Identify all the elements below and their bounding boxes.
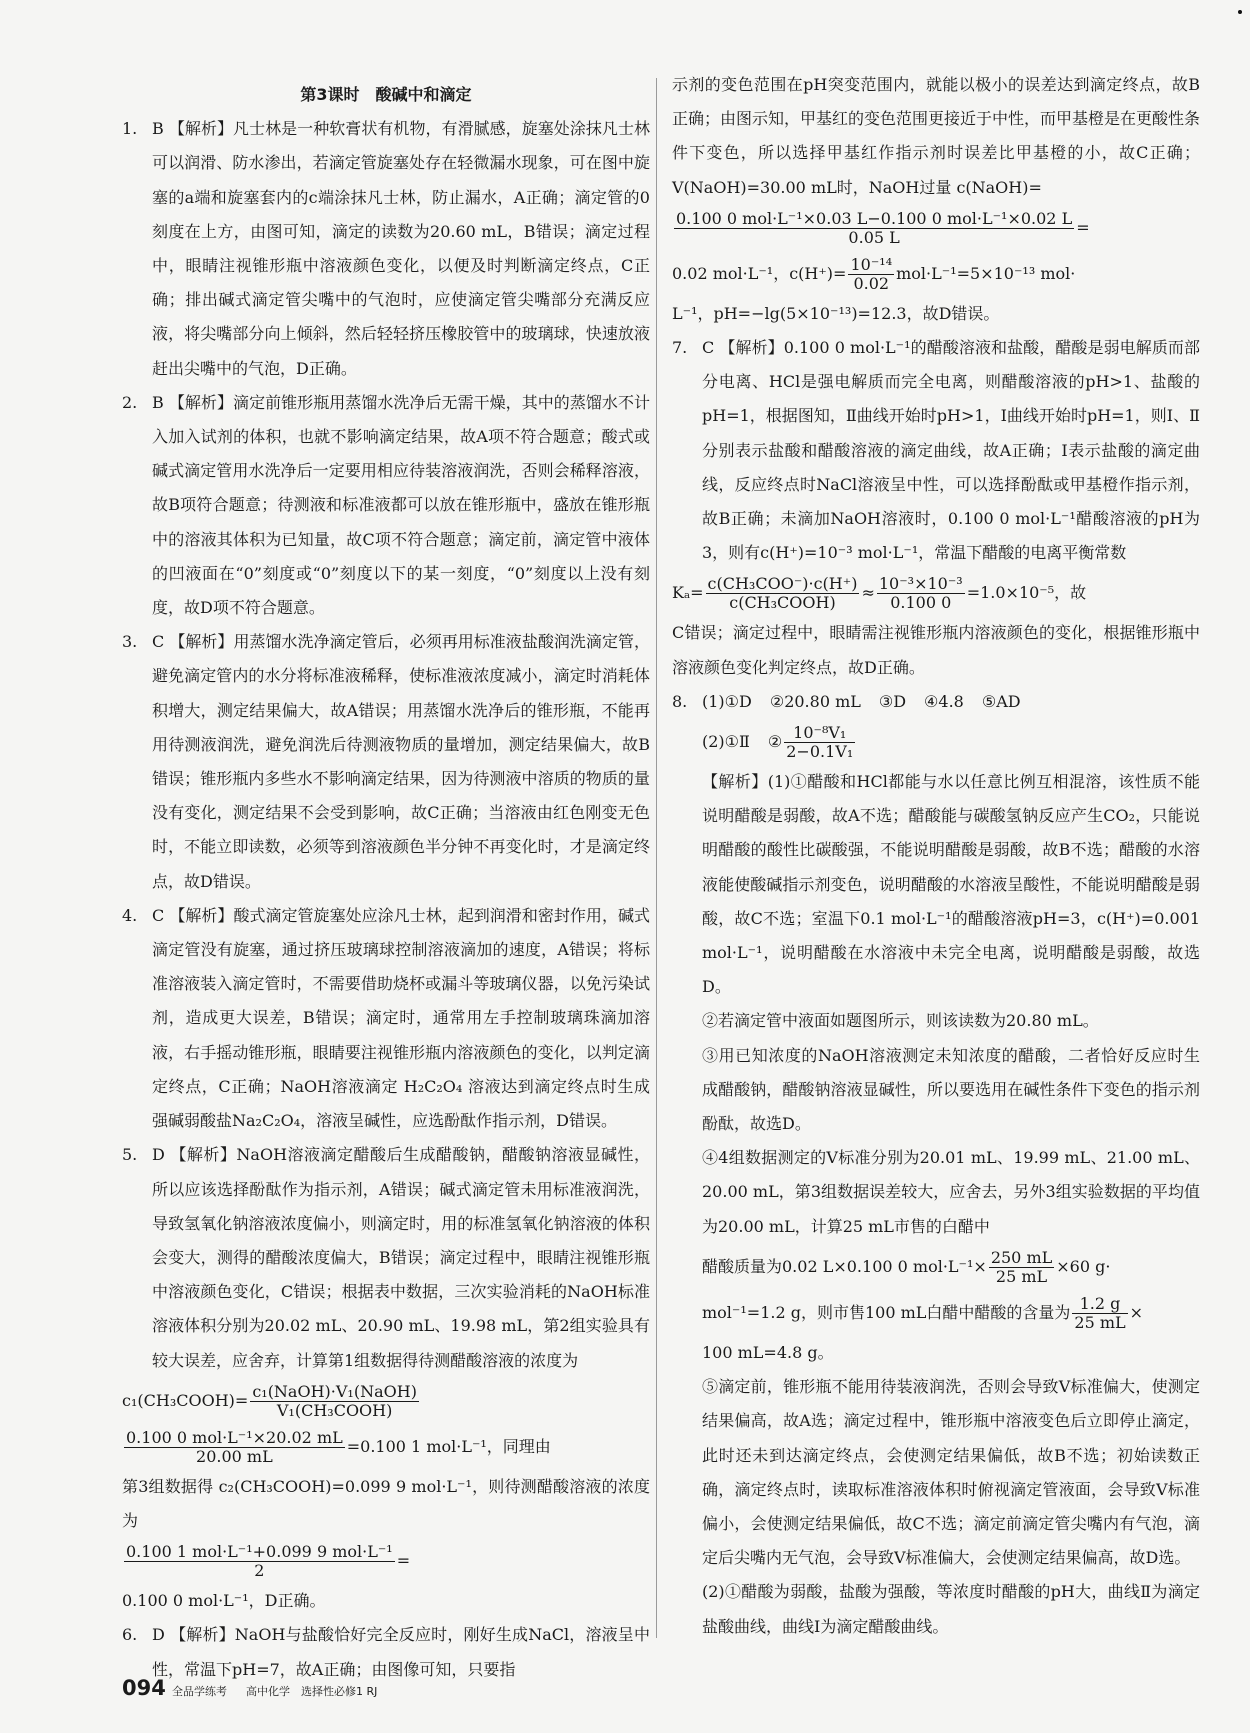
analysis-2: ②若滴定管中液面如题图所示，则该读数为20.80 mL。 bbox=[702, 1011, 1099, 1031]
answer-part: (2)①Ⅱ bbox=[702, 732, 750, 752]
fraction bbox=[706, 575, 860, 612]
question-number: 8. bbox=[672, 691, 688, 711]
fraction-numerator: 10⁻³×10⁻³ bbox=[878, 574, 963, 594]
fraction-denominator: 20.00 mL bbox=[196, 1446, 273, 1466]
fraction-denominator: c(CH₃COOH) bbox=[729, 593, 836, 613]
fraction-denominator: 2−0.1V₁ bbox=[786, 742, 854, 762]
equation-rhs: mol·L⁻¹=5×10⁻¹³ mol· bbox=[896, 263, 1076, 283]
equation-lhs: Kₐ= bbox=[672, 583, 704, 603]
fraction-denominator: 25 mL bbox=[1074, 1312, 1126, 1332]
column-divider bbox=[656, 78, 657, 1638]
fraction-numerator: c₁(NaOH)·V₁(NaOH) bbox=[252, 1381, 417, 1401]
question-number: 3. bbox=[122, 632, 138, 652]
answer-part: ⑤AD bbox=[981, 691, 1021, 711]
question-number: 5. bbox=[122, 1145, 138, 1165]
question-number: 1. bbox=[122, 119, 138, 139]
fraction bbox=[784, 724, 855, 761]
fraction-numerator: 0.100 0 mol·L⁻¹×20.02 mL bbox=[126, 1427, 343, 1447]
fraction-denominator: 0.100 0 bbox=[890, 593, 952, 613]
answer-part: ③D bbox=[878, 691, 907, 711]
answer-text: C 【解析】酸式滴定管旋塞处应涂凡士林，起到润滑和密封作用，碱式滴定管没有旋塞，通过挤压玻璃球控制溶液滴加的速度，A错误；将标准溶液装入滴定管时，不需要借助烧杯或漏斗等玻璃仪器，以免污染试剂，造成更大误差，B错误；滴定时，通常用左手控制玻璃珠滴加溶液，右手摇动锥形瓶，眼睛要注视锥形瓶内溶液颜色的变化，以判定滴定终点，C正确；NaOH溶液滴定 H₂C₂O₄ 溶液达到滴定终点时生成强碱弱酸盐Na₂C₂O₄，溶液呈碱性，应选酚酞作指示剂，D错误。 bbox=[152, 905, 650, 1131]
fraction bbox=[1072, 1295, 1127, 1332]
equation-mass bbox=[702, 1244, 1200, 1290]
equation-content bbox=[702, 1290, 1200, 1336]
fraction bbox=[877, 575, 965, 612]
equation-naoh-excess bbox=[672, 205, 1200, 251]
question-number: 7. bbox=[672, 338, 688, 358]
question-7 bbox=[672, 331, 1200, 570]
question-4 bbox=[122, 899, 650, 1138]
answer-text: D 【解析】NaOH溶液滴定醋酸后生成醋酸钠，醋酸钠溶液显碱性，所以应该选择酚酞作为指示剂，A错误；碱式滴定管未用标准液润洗，导致氢氧化钠溶液浓度偏小，则滴定时，用的标准氢氧化钠溶液的体积会变大，测得的醋酸浓度偏大，B错误；滴定过程中，眼睛注视锥形瓶中溶液颜色变化，C错误；根据表中数据，三次实验消耗的NaOH标准溶液体积分别为20.02 mL、20.90 mL、19.98 mL，第2组实验具有较大误差，应舍弃，计算第1组数据得待测醋酸溶液的浓度为 bbox=[152, 1145, 650, 1370]
corner-dot bbox=[1238, 10, 1242, 14]
approx-sign: ≈ bbox=[861, 583, 875, 603]
answer-text-end: L⁻¹，pH=−lg(5×10⁻¹³)=12.3，故D错误。 bbox=[672, 303, 1000, 323]
question-2 bbox=[122, 386, 650, 625]
question-1 bbox=[122, 112, 650, 386]
fraction-denominator: V₁(CH₃COOH) bbox=[276, 1400, 393, 1420]
fraction bbox=[124, 1429, 345, 1466]
fraction-numerator: 250 mL bbox=[990, 1247, 1053, 1267]
analysis-4-end: 100 mL=4.8 g。 bbox=[702, 1342, 834, 1362]
fraction-numerator: 0.100 0 mol·L⁻¹×0.03 L−0.100 0 mol·L⁻¹×0.02 L bbox=[676, 208, 1073, 228]
book-meta: 高中化学 选择性必修1 RJ bbox=[246, 1685, 378, 1698]
question-6 bbox=[122, 1618, 650, 1686]
equation-rhs: ×60 g· bbox=[1056, 1256, 1111, 1276]
equation-lhs: c₁(CH₃COOH)= bbox=[122, 1390, 249, 1410]
question-number: 4. bbox=[122, 905, 138, 925]
analysis-6: (2)①醋酸为弱酸，盐酸为强酸，等浓度时醋酸的pH大，曲线Ⅱ为滴定盐酸曲线，曲线Ⅰ为滴定醋酸曲线。 bbox=[702, 1582, 1200, 1636]
equation-lhs: 醋酸质量为0.02 L×0.100 0 mol·L⁻¹× bbox=[702, 1256, 987, 1276]
answer-text: C 【解析】0.100 0 mol·L⁻¹的醋酸溶液和盐酸，醋酸是弱电解质而部分电离、HCl是强电解质而完全电离，则醋酸溶液的pH>1、盐酸的pH=1，根据图知，Ⅱ曲线开始时pH>1，Ⅰ曲线开始时pH=1，则Ⅰ、Ⅱ分别表示盐酸和醋酸溶液的滴定曲线，故A正确；Ⅰ表示盐酸的滴定曲线，反应终点时NaCl溶液呈中性，可以选择酚酞或甲基橙作指示剂，故B正确；未滴加NaOH溶液时，0.100 0 mol·L⁻¹醋酸溶液的pH为3，则有c(H⁺)=10⁻³ mol·L⁻¹，常温下醋酸的电离平衡常数 bbox=[702, 338, 1200, 563]
left-column bbox=[122, 78, 650, 1687]
fraction-denominator: 0.02 bbox=[853, 273, 890, 293]
answer-line-1 bbox=[702, 685, 1200, 719]
page-number: 094 bbox=[122, 1676, 166, 1700]
right-column bbox=[672, 68, 1200, 1644]
equation-ka bbox=[672, 570, 1200, 616]
section-title: 第3课时 酸碱中和滴定 bbox=[300, 85, 472, 104]
equation-h-plus bbox=[672, 251, 1200, 297]
answer-text: B 【解析】滴定前锥形瓶用蒸馏水洗净后无需干燥，其中的蒸馏水不计入加入试剂的体积，也就不影响滴定结果，故A项不符合题意；酸式或碱式滴定管用水洗净后一定要用相应待装溶液润洗，否则会稀释溶液，故B项符合题意；待测液和标准液都可以放在锥形瓶中，盛放在锥形瓶中的溶液其体积为已知量，故C项不符合题意；滴定前，滴定管中液体的凹液面在“0”刻度或“0”刻度以下的某一刻度，“0”刻度以上没有刻度，故D项不符合题意。 bbox=[152, 392, 650, 618]
equation-rhs: = bbox=[1076, 217, 1090, 237]
fraction-numerator: 0.100 1 mol·L⁻¹+0.099 9 mol·L⁻¹ bbox=[126, 1542, 393, 1562]
question-8 bbox=[672, 685, 1200, 1644]
equation-rhs: =0.100 1 mol·L⁻¹，同理由 bbox=[346, 1436, 551, 1456]
question-5 bbox=[122, 1138, 650, 1377]
fraction-denominator: 0.05 L bbox=[848, 227, 900, 247]
fraction bbox=[989, 1249, 1054, 1286]
question-number: 6. bbox=[122, 1625, 138, 1645]
answer-text-end: C错误；滴定过程中，眼睛需注视锥形瓶内溶液颜色的变化，根据锥形瓶中溶液颜色变化判定终点，故D正确。 bbox=[672, 623, 1200, 677]
equation-rhs: = bbox=[396, 1551, 411, 1571]
answer-line-2 bbox=[702, 719, 1200, 765]
equation-rhs: =1.0×10⁻⁵，故 bbox=[966, 583, 1087, 603]
analysis-5: ⑤滴定前，锥形瓶不能用待装液润洗，否则会导致V标准偏大，使测定结果偏高，故A选；滴定过程中，锥形瓶中溶液变色后立即停止滴定，此时还未到达滴定终点，会使测定结果偏低，故B不选；初始读数正确，滴定终点时，读取标准溶液体积时俯视滴定管液面，会导致V标准偏小，会使测定结果偏低，故C不选；滴定前滴定管尖嘴内有气泡，滴定后尖嘴内无气泡，会导致V标准偏大，会使测定结果偏高，故D选。 bbox=[702, 1377, 1200, 1568]
analysis-4: ④4组数据测定的V标准分别为20.01 mL、19.99 mL、21.00 mL、20.00 mL，第3组数据误差较大，应舍去，另外3组实验数据的平均值为20.00 mL，计算25 mL市售的白醋中 bbox=[702, 1148, 1200, 1236]
fraction-denominator: 25 mL bbox=[995, 1266, 1048, 1286]
equation-lhs: mol⁻¹=1.2 g，则市售100 mL白醋中醋酸的含量为 bbox=[702, 1302, 1071, 1322]
analysis-1: 【解析】(1)①醋酸和HCl都能与水以任意比例互相混溶，该性质不能说明醋酸是弱酸，故A不选；醋酸能与碳酸氢钠反应产生CO₂，只能说明醋酸的酸性比碳酸强，不能说明醋酸是弱酸，故B不选；醋酸的水溶液能使酸碱指示剂变色，说明醋酸的水溶液呈酸性，不能说明醋酸是弱酸，故C不选；室温下0.1 mol·L⁻¹的醋酸溶液pH=3，c(H⁺)=0.001 mol·L⁻¹，说明醋酸在水溶液中未完全电离，说明醋酸是弱酸，故选D。 bbox=[702, 772, 1200, 997]
publisher-name: 全品学练考 bbox=[172, 1685, 227, 1698]
fraction bbox=[250, 1383, 419, 1420]
equation-rhs: × bbox=[1129, 1302, 1144, 1322]
answer-text-end: 0.100 0 mol·L⁻¹，D正确。 bbox=[122, 1591, 326, 1611]
question-number: 2. bbox=[122, 392, 138, 412]
answer-text: B 【解析】凡士林是一种软膏状有机物，有滑腻感，旋塞处涂抹凡士林可以润滑、防水渗出，若滴定管旋塞处存在轻微漏水现象，可在图中旋塞的a端和旋塞套内的c端涂抹凡士林，防止漏水，A正确；滴定管的0刻度在上方，由图可知，滴定的读数为20.60 mL，B错误；滴定过程中，眼睛注视锥形瓶中溶液颜色变化，以便及时判断滴定终点，C正确；排出碱式滴定管尖嘴中的气泡时，应使滴定管尖嘴部分充满反应液，将尖嘴部分向上倾斜，然后轻轻挤压橡胶管中的玻璃球，快速放液赶出尖嘴中的气泡，D正确。 bbox=[152, 119, 650, 378]
equation-c1-value bbox=[122, 1424, 650, 1470]
fraction bbox=[848, 256, 894, 293]
equation-average bbox=[122, 1538, 650, 1584]
answer-text-continued: 第3组数据得 c₂(CH₃COOH)=0.099 9 mol·L⁻¹，则待测醋酸溶液的浓度为 bbox=[122, 1476, 650, 1530]
equation-c1 bbox=[122, 1378, 650, 1424]
answer-text: D 【解析】NaOH与盐酸恰好完全反应时，刚好生成NaCl，溶液呈中性，常温下pH=7，故A正确；由图像可知，只要指 bbox=[152, 1625, 650, 1679]
answer-text: C 【解析】用蒸馏水洗净滴定管后，必须再用标准液盐酸润洗滴定管，避免滴定管内的水分将标准液稀释，使标准液浓度减小，滴定时消耗体积增大，测定结果偏大，故A错误；用蒸馏水洗净后的锥形瓶，不能再用待测液润洗，避免润洗后待测液物质的量增加，测定结果偏大，故B错误；锥形瓶内多些水不影响滴定结果，因为待测液中溶质的物质的量没有变化，测定结果不会受到影响，故C正确；当溶液由红色刚变无色时，不能立即读数，必须等到溶液颜色半分钟不再变化时，才是滴定终点，故D错误。 bbox=[152, 632, 650, 891]
fraction-numerator: 10⁻⁸V₁ bbox=[784, 724, 855, 743]
fraction bbox=[674, 210, 1074, 247]
fraction-numerator: 1.2 g bbox=[1072, 1295, 1127, 1314]
answer-part: ② bbox=[767, 732, 783, 752]
fraction-numerator: c(CH₃COO⁻)·c(H⁺) bbox=[707, 574, 858, 594]
fraction bbox=[124, 1543, 395, 1580]
answer-part: (1)①D bbox=[702, 691, 752, 711]
answer-part: ④4.8 bbox=[924, 691, 964, 711]
question-6-continued: 示剂的变色范围在pH突变范围内，就能以极小的误差达到滴定终点，故B正确；由图示知，甲基红的变色范围更接近于中性，而甲基橙是在更酸性条件下变色，所以选择甲基红作指示剂时误差比甲基橙的小，故C正确；V(NaOH)=30.00 mL时，NaOH过量 c(NaOH)= bbox=[672, 75, 1201, 197]
fraction-denominator: 2 bbox=[254, 1561, 265, 1581]
equation-lhs: 0.02 mol·L⁻¹，c(H⁺)= bbox=[672, 263, 847, 283]
analysis-3: ③用已知浓度的NaOH溶液测定未知浓度的醋酸，二者恰好反应时生成醋酸钠，醋酸钠溶液显碱性，所以要选用在碱性条件下变色的指示剂酚酞，故选D。 bbox=[702, 1045, 1200, 1134]
fraction-numerator: 10⁻¹⁴ bbox=[850, 254, 893, 274]
question-3 bbox=[122, 625, 650, 899]
answer-part: ②20.80 mL bbox=[769, 691, 861, 711]
